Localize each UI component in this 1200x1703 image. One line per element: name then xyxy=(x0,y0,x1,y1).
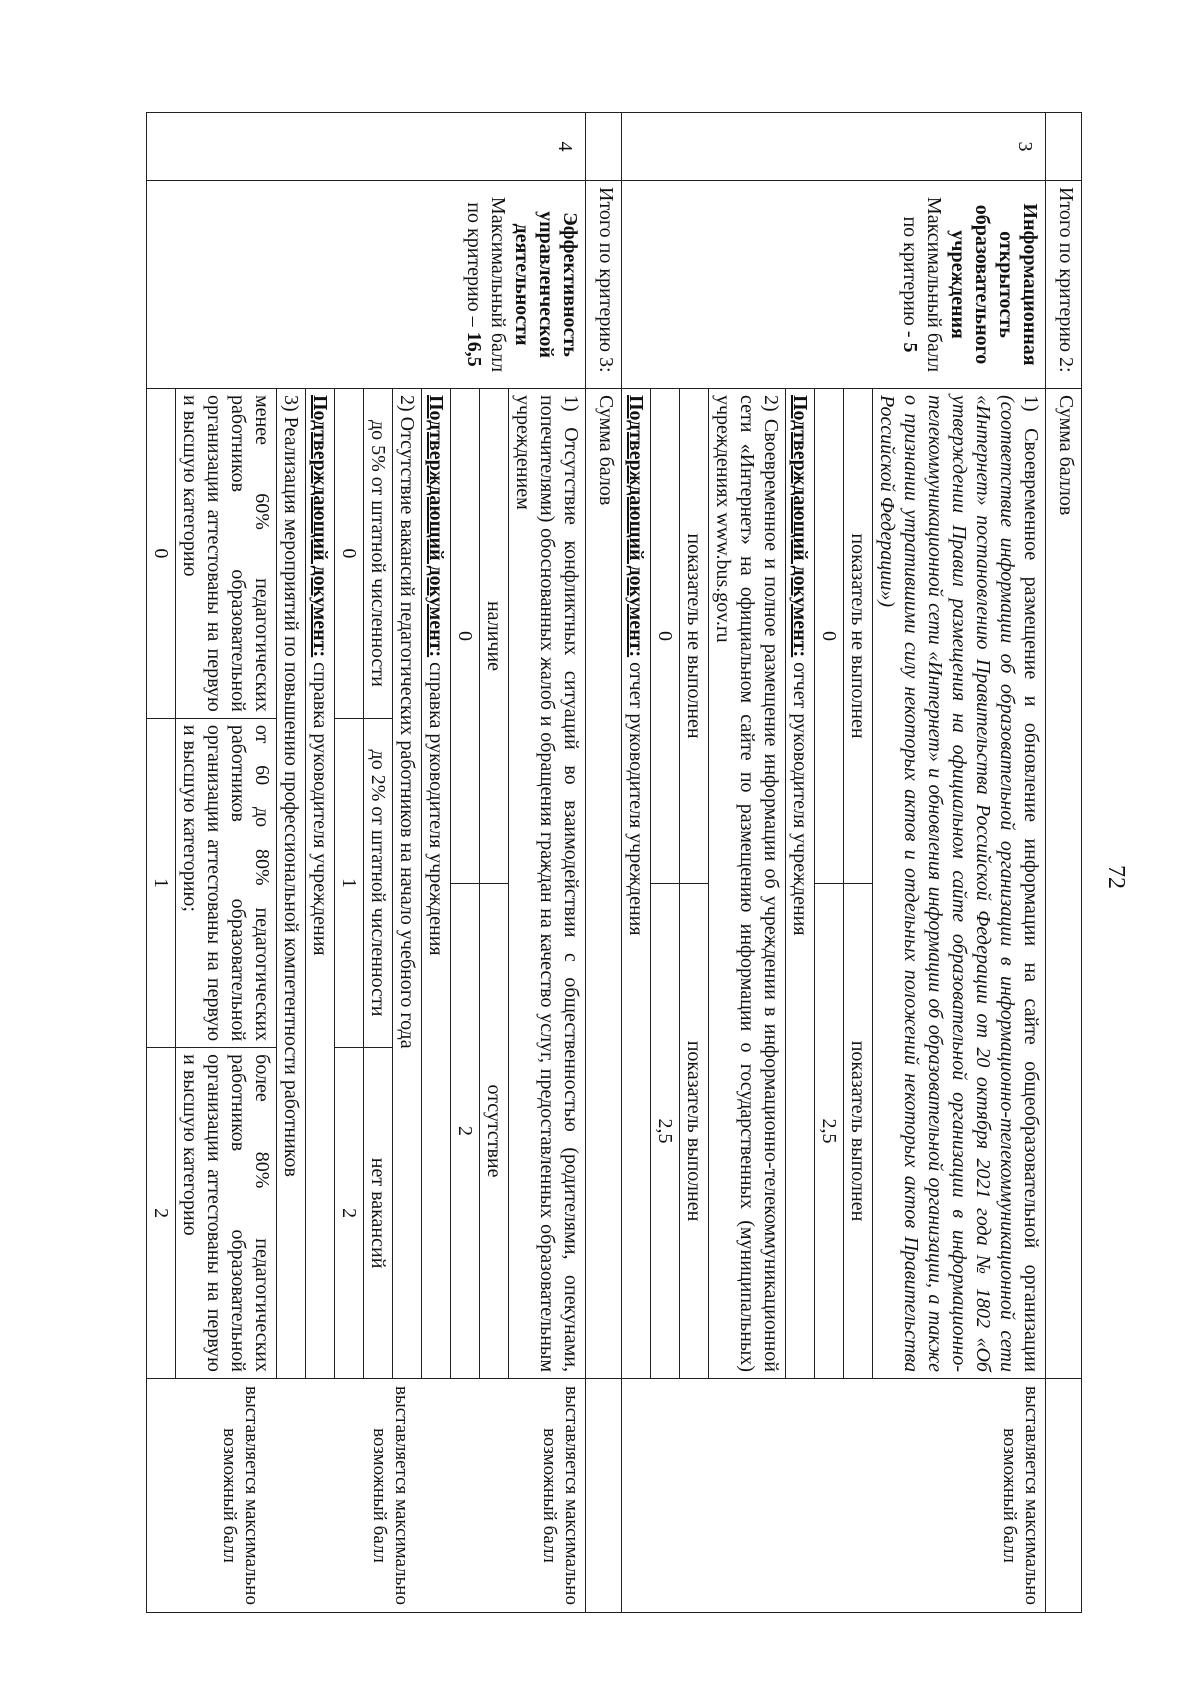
scoring-notes-cell xyxy=(147,1379,586,1613)
option-label: показатель не выполнен xyxy=(680,389,709,884)
indicator-text: 3) Реализация мероприятий по повышению профессиональной компетентности работников xyxy=(277,389,306,1378)
option-label: более 80% педагогических работников образовательной организации аттестованы на первую и высшую категорию xyxy=(176,1048,277,1378)
indicator-text: 2) Своевременное и полное размещение информации об учреждении в информационно-телекоммуникационной сети «Интернет» на официальном сайте по размещению информации о государственных (муниципальных) учреждениях www.bus.gov.ru xyxy=(709,389,786,1378)
criterion-title: Информационная открытость образовательного учреждения xyxy=(947,203,1041,366)
supporting-document: Подтверждающий документ: отчет руководителя учреждения xyxy=(622,389,651,1378)
criterion-row-3 xyxy=(622,113,1046,1613)
indicator-4-1-table xyxy=(422,389,585,1378)
criterion-cell xyxy=(622,181,1046,389)
criteria-table-rotated xyxy=(20,112,1082,1612)
indicators-cell xyxy=(622,389,1046,1379)
criterion-max-value: 16,5 xyxy=(463,331,485,367)
option-label: до 5% от штатной численности xyxy=(364,389,393,718)
total-label: Итого по критерию 2: xyxy=(1046,181,1082,389)
indicators-cell xyxy=(147,389,586,1379)
criterion-row-4 xyxy=(147,113,586,1613)
criterion-number: 4 xyxy=(147,113,586,181)
total-label: Итого по критерию 3: xyxy=(586,181,622,389)
indicator-text: 1) Своевременное размещение и обновление информации на сайте общеобразовательной организации (соответствие информации об образовательной организации в информационно-телекоммуникационной сети «Интернет» постановлению Правительства Российской Федерации от 20 октября 2021 года № 1802 «Об утверждении Правил размещения на официальном сайте образовательной организации в информационно-телекоммуникационной сети «Интернет» и обновления информации об образовательной организации, а также о признании утратившими силу некоторых актов и отдельных положений некоторых актов Правительства Российской Федерации») xyxy=(876,395,1042,1372)
criteria-table xyxy=(146,112,1082,1613)
supporting-document: Подтверждающий документ: отчет руководителя учреждения xyxy=(786,389,815,1378)
option-score: 2,5 xyxy=(815,884,844,1379)
option-score: 1 xyxy=(335,718,364,1047)
criterion-max-label: Максимальный балл по критерию - xyxy=(899,196,945,373)
total-row-criterion-3 xyxy=(586,113,622,1613)
option-label: показатель выполнен xyxy=(844,884,873,1379)
scoring-note: выставляется максимально возможный балл xyxy=(219,1386,262,1605)
total-sum: Сумма балов xyxy=(586,389,622,1379)
total-row-criterion-2 xyxy=(1046,113,1082,1613)
indicator-text: 1) Отсутствие конфликтных ситуаций во взаимодействии с общественностью (родителями, опекунами, попечителями) обоснованных жалоб и обращения граждан на качество услуг, предоставленных образовательным учреждением xyxy=(512,395,582,1372)
option-label: наличие xyxy=(480,389,509,884)
scoring-note: выставляется максимально возможный балл xyxy=(369,1386,412,1605)
indicator-text: 2) Отсутствие вакансий педагогических работников на начало учебного года xyxy=(396,395,418,1049)
indicator-4-2-table xyxy=(147,389,422,1378)
scoring-note: выставляется максимально возможный балл xyxy=(622,1379,1046,1613)
criterion-number: 3 xyxy=(622,113,1046,181)
option-score: 0 xyxy=(815,389,844,884)
supporting-document: Подтверждающий документ: справка руководителя учреждения xyxy=(306,389,335,1378)
option-score: 2 xyxy=(147,1048,176,1378)
total-sum: Сумма баллов xyxy=(1046,389,1082,1379)
option-score: 0 xyxy=(335,389,364,718)
option-label: показатель не выполнен xyxy=(844,389,873,884)
option-label: до 2% от штатной численности xyxy=(364,718,393,1047)
option-score: 2,5 xyxy=(651,884,680,1379)
criterion-max-value: 5 xyxy=(899,342,921,353)
option-label: отсутствие xyxy=(480,884,509,1379)
indicator-1-table xyxy=(622,389,1045,1378)
option-score: 0 xyxy=(147,389,176,718)
option-label: показатель выполнен xyxy=(680,884,709,1379)
criterion-title: Эффективность управленческой деятельности xyxy=(511,211,581,358)
option-score: 0 xyxy=(651,389,680,884)
option-label: от 60 до 80% педагогических работников образовательной организации аттестованы на первую и высшую категорию; xyxy=(176,718,277,1047)
option-score: 2 xyxy=(451,884,480,1379)
option-score: 2 xyxy=(335,1048,364,1378)
criterion-cell xyxy=(147,181,586,389)
supporting-document: Подтверждающий документ: справка руководителя учреждения xyxy=(422,389,451,1378)
option-score: 0 xyxy=(451,389,480,884)
criterion-max-label: Максимальный балл по критерию – xyxy=(463,196,509,373)
option-score: 1 xyxy=(147,718,176,1047)
page-number: 72 xyxy=(1103,865,1129,889)
option-label: нет вакансий xyxy=(364,1048,393,1378)
option-label: менее 60% педагогических работников образовательной организации аттестованы на первую и высшую категорию xyxy=(176,389,277,718)
scoring-note: выставляется максимально возможный балл xyxy=(539,1386,582,1605)
